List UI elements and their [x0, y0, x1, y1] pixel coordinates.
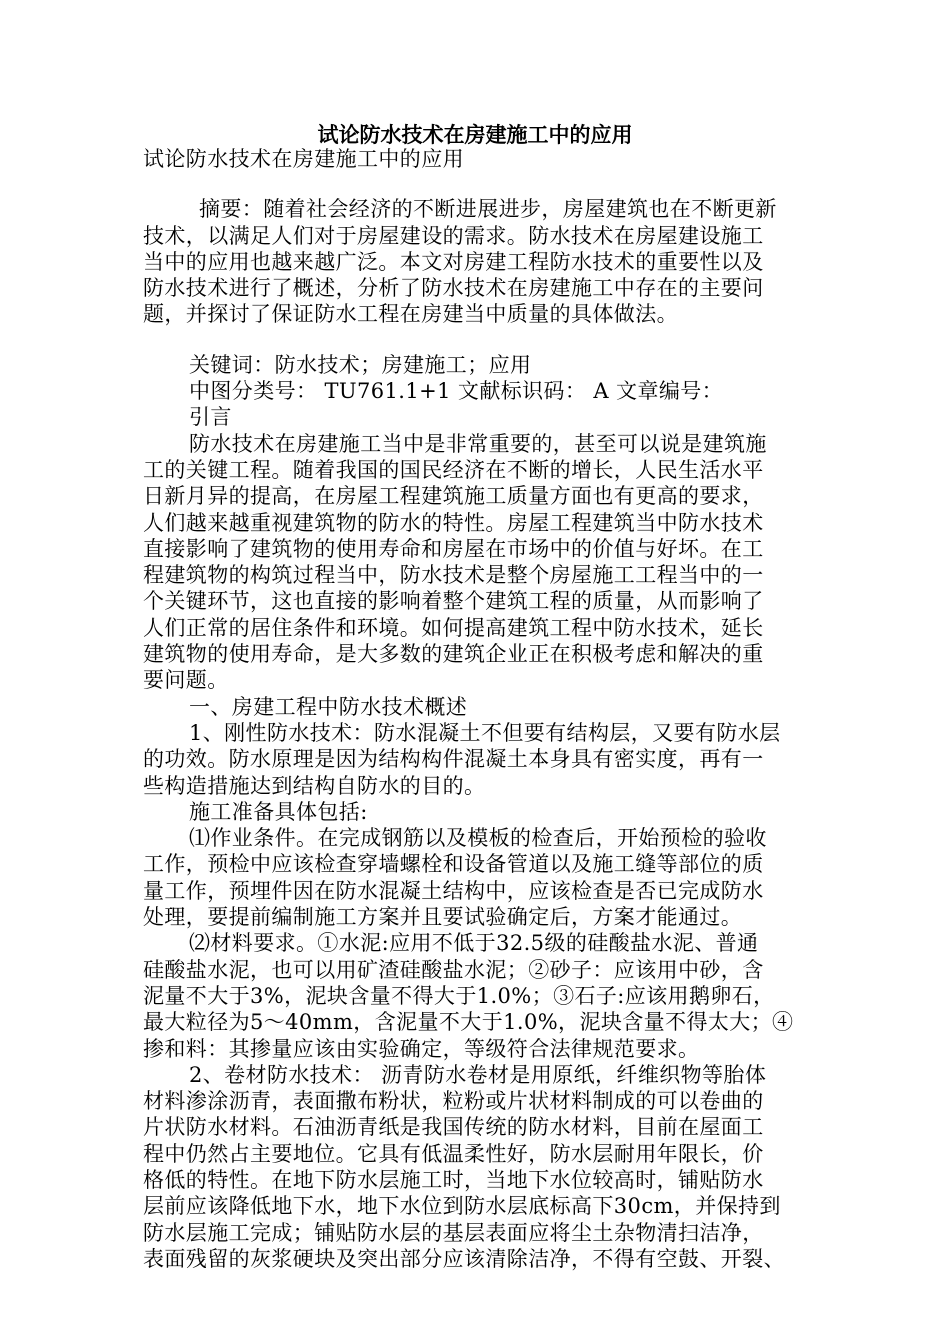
- paragraph-line: 表面残留的灰浆硬块及突出部分应该清除洁净，不得有空鼓、开裂、: [143, 1246, 785, 1271]
- paragraph-line: 工的关键工程。随着我国的国民经济在不断的增长，人民生活水平: [143, 457, 764, 482]
- intro-paragraph: [143, 431, 803, 694]
- paragraph-line: 程建筑物的构筑过程当中，防水技术是整个房屋施工工程当中的一: [143, 563, 764, 588]
- paragraph-line: 人们越来越重视建筑物的防水的特性。房屋工程建筑当中防水技术: [143, 510, 764, 535]
- paragraph-line: 要问题。: [143, 668, 229, 693]
- rigid-waterproofing-paragraph: [143, 720, 803, 799]
- abstract-line: 当中的应用也越来越广泛。本文对房建工程防水技术的重要性以及: [143, 249, 764, 274]
- paragraph-line: 的功效。防水原理是因为结构构件混凝土本身具有密实度，再有一: [143, 747, 764, 772]
- paragraph-line: ⑵材料要求。①水泥:应用不低于32.5级的硅酸盐水泥、普通: [189, 931, 759, 956]
- paragraph-line: 量工作，预埋件因在防水混凝土结构中，应该检查是否已完成防水: [143, 878, 764, 903]
- abstract-line: 摘要：随着社会经济的不断进展进步，房屋建筑也在不断更新: [199, 197, 777, 222]
- paragraph-line: 直接影响了建筑物的使用寿命和房屋在市场中的价值与好坏。在工: [143, 536, 764, 561]
- intro-heading: 引言: [189, 405, 232, 430]
- work-conditions-paragraph: [143, 825, 803, 930]
- keywords: 关键词：防水技术；房建施工；应用: [189, 352, 532, 377]
- paragraph-line: 人们正常的居住条件和环境。如何提高建筑工程中防水技术，延长: [143, 615, 764, 640]
- paragraph-line: 泥量不大于3%，泥块含量不得大于1.0%；③石子:应该用鹅卵石，: [143, 983, 775, 1008]
- paragraph-line: 硅酸盐水泥，也可以用矿渣硅酸盐水泥；②砂子：应该用中砂，含: [143, 957, 764, 982]
- paragraph-line: 程中仍然占主要地位。它具有低温柔性好，防水层耐用年限长，价: [143, 1141, 764, 1166]
- paragraph-line: 掺和料：其掺量应该由实验确定，等级符合法律规范要求。: [143, 1036, 700, 1061]
- paragraph-line: 防水层施工完成；铺贴防水层的基层表面应将尘土杂物清扫洁净，: [143, 1220, 764, 1245]
- paragraph-line: 个关键环节，这也直接的影响着整个建筑工程的质量，从而影响了: [143, 589, 764, 614]
- paragraph-line: 1、刚性防水技术：防水混凝土不但要有结构层，又要有防水层: [189, 720, 781, 745]
- abstract: [143, 196, 803, 327]
- paragraph-line: 片状防水材料。石油沥青纸是我国传统的防水材料，目前在屋面工: [143, 1115, 764, 1140]
- paragraph-line: 建筑物的使用寿命，是大多数的建筑企业正在积极考虑和解决的重: [143, 642, 764, 667]
- paragraph-line: 2、卷材防水技术： 沥青防水卷材是用原纸，纤维织物等胎体: [189, 1062, 767, 1087]
- paragraph-line: 材料渗涂沥青，表面撒布粉状，粒粉或片状材料制成的可以卷曲的: [143, 1089, 764, 1114]
- paragraph-line: 处理，要提前编制施工方案并且要试验确定后，方案才能通过。: [143, 905, 743, 930]
- membrane-waterproofing-paragraph: [143, 1062, 803, 1272]
- paragraph-line: 日新月异的提高，在房屋工程建筑施工质量方面也有更高的要求，: [143, 484, 764, 509]
- document-body: [143, 146, 803, 1272]
- abstract-line: 题，并探讨了保证防水工程在房建当中质量的具体做法。: [143, 302, 678, 327]
- paragraph-line: 些构造措施达到结构自防水的目的。: [143, 773, 486, 798]
- classification: 中图分类号： TU761.1+1 文献标识码： A 文章编号：: [189, 379, 724, 404]
- paragraph-line: 工作，预检中应该检查穿墙螺栓和设备管道以及施工缝等部位的质: [143, 852, 764, 877]
- preparation-heading: 施工准备具体包括:: [189, 799, 368, 824]
- paragraph-line: 最大粒径为5～40mm，含泥量不大于1.0%，泥块含量不得太大；④: [143, 1010, 794, 1035]
- abstract-line: 防水技术进行了概述，分析了防水技术在房建施工中存在的主要问: [143, 276, 764, 301]
- paragraph-line: 防水技术在房建施工当中是非常重要的，甚至可以说是建筑施: [189, 431, 767, 456]
- paragraph-line: 格低的特性。在地下防水层施工时，当地下水位较高时，铺贴防水: [143, 1167, 764, 1192]
- paragraph-line: ⑴作业条件。在完成钢筋以及模板的检查后，开始预检的验收: [189, 826, 767, 851]
- paragraph-line: 层前应该降低地下水，地下水位到防水层底标高下30cm，并保持到: [143, 1194, 781, 1219]
- material-requirements-paragraph: [143, 930, 803, 1061]
- abstract-line: 技术，以满足人们对于房屋建设的需求。防水技术在房屋建设施工: [143, 223, 764, 248]
- document-title: 试论防水技术在房建施工中的应用: [317, 123, 633, 147]
- section-heading: 一、房建工程中防水技术概述: [189, 694, 468, 719]
- document-subtitle: 试论防水技术在房建施工中的应用: [143, 147, 464, 171]
